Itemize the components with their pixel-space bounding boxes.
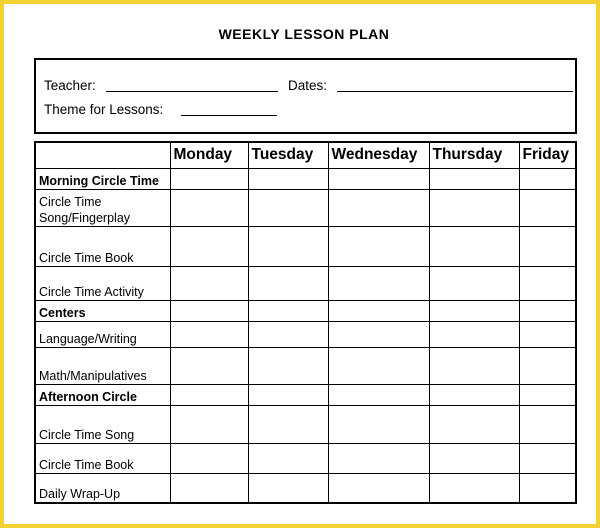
activity-label: Circle Time Book	[35, 226, 170, 266]
dates-label: Dates:	[288, 78, 328, 93]
plan-cell[interactable]	[248, 300, 328, 321]
plan-cell[interactable]	[429, 266, 519, 300]
table-row	[35, 405, 576, 443]
plan-cell[interactable]	[429, 189, 519, 226]
activity-label: Circle Time Book	[35, 443, 170, 473]
table-row	[35, 266, 576, 300]
plan-cell[interactable]	[248, 226, 328, 266]
day-header: Monday	[170, 142, 248, 168]
plan-cell[interactable]	[429, 226, 519, 266]
table-row	[35, 473, 576, 503]
day-header: Friday	[519, 142, 576, 168]
day-header: Wednesday	[328, 142, 429, 168]
plan-cell[interactable]	[519, 168, 576, 189]
section-label: Morning Circle Time	[35, 168, 170, 189]
plan-cell[interactable]	[170, 347, 248, 384]
plan-cell[interactable]	[170, 321, 248, 347]
plan-cell[interactable]	[328, 300, 429, 321]
plan-cell[interactable]	[519, 443, 576, 473]
plan-cell[interactable]	[429, 168, 519, 189]
plan-cell[interactable]	[328, 266, 429, 300]
plan-cell[interactable]	[328, 168, 429, 189]
activity-label: Circle Time Song	[35, 405, 170, 443]
plan-cell[interactable]	[519, 266, 576, 300]
table-row	[35, 189, 576, 226]
plan-cell[interactable]	[519, 384, 576, 405]
plan-cell[interactable]	[170, 226, 248, 266]
plan-cell[interactable]	[170, 443, 248, 473]
plan-cell[interactable]	[248, 266, 328, 300]
plan-cell[interactable]	[519, 405, 576, 443]
section-label: Afternoon Circle	[35, 384, 170, 405]
theme-field-line[interactable]	[181, 115, 277, 116]
theme-label: Theme for Lessons:	[44, 102, 164, 117]
day-header: Thursday	[429, 142, 519, 168]
plan-cell[interactable]	[519, 321, 576, 347]
plan-cell[interactable]	[328, 384, 429, 405]
day-header: Tuesday	[248, 142, 328, 168]
plan-cell[interactable]	[429, 443, 519, 473]
activity-label: Circle Time Song/Fingerplay	[35, 189, 170, 226]
teacher-field-line[interactable]	[106, 91, 278, 92]
plan-cell[interactable]	[328, 347, 429, 384]
plan-cell[interactable]	[170, 189, 248, 226]
info-box	[34, 58, 577, 134]
teacher-label: Teacher:	[44, 78, 96, 93]
section-label: Centers	[35, 300, 170, 321]
header-row	[35, 142, 576, 168]
dates-field-line[interactable]	[337, 91, 573, 92]
plan-cell[interactable]	[328, 189, 429, 226]
plan-cell[interactable]	[519, 300, 576, 321]
page-title: WEEKLY LESSON PLAN	[218, 26, 390, 42]
plan-cell[interactable]	[170, 300, 248, 321]
plan-cell[interactable]	[519, 189, 576, 226]
plan-cell[interactable]	[519, 226, 576, 266]
plan-cell[interactable]	[170, 473, 248, 503]
table-row	[35, 443, 576, 473]
plan-cell[interactable]	[248, 405, 328, 443]
plan-cell[interactable]	[429, 321, 519, 347]
activity-label: Circle Time Activity	[35, 266, 170, 300]
plan-cell[interactable]	[328, 405, 429, 443]
activity-label: Daily Wrap-Up	[35, 473, 170, 503]
plan-cell[interactable]	[248, 189, 328, 226]
table-row	[35, 321, 576, 347]
plan-cell[interactable]	[248, 473, 328, 503]
table-row	[35, 226, 576, 266]
plan-cell[interactable]	[519, 473, 576, 503]
plan-cell[interactable]	[429, 473, 519, 503]
activity-label: Language/Writing	[35, 321, 170, 347]
plan-cell[interactable]	[429, 300, 519, 321]
plan-cell[interactable]	[248, 168, 328, 189]
plan-cell[interactable]	[170, 266, 248, 300]
table-row	[35, 384, 576, 405]
plan-cell[interactable]	[328, 443, 429, 473]
plan-cell[interactable]	[328, 473, 429, 503]
plan-cell[interactable]	[328, 321, 429, 347]
table-row	[35, 347, 576, 384]
plan-cell[interactable]	[170, 405, 248, 443]
plan-cell[interactable]	[429, 405, 519, 443]
plan-cell[interactable]	[248, 384, 328, 405]
lesson-plan-table	[34, 141, 577, 504]
plan-cell[interactable]	[429, 384, 519, 405]
plan-cell[interactable]	[170, 168, 248, 189]
plan-cell[interactable]	[248, 443, 328, 473]
plan-cell[interactable]	[170, 384, 248, 405]
table-row	[35, 168, 576, 189]
plan-cell[interactable]	[519, 347, 576, 384]
table-row	[35, 300, 576, 321]
plan-cell[interactable]	[248, 347, 328, 384]
plan-cell[interactable]	[248, 321, 328, 347]
plan-cell[interactable]	[429, 347, 519, 384]
header-corner-cell	[35, 142, 170, 168]
plan-cell[interactable]	[328, 226, 429, 266]
activity-label: Math/Manipulatives	[35, 347, 170, 384]
